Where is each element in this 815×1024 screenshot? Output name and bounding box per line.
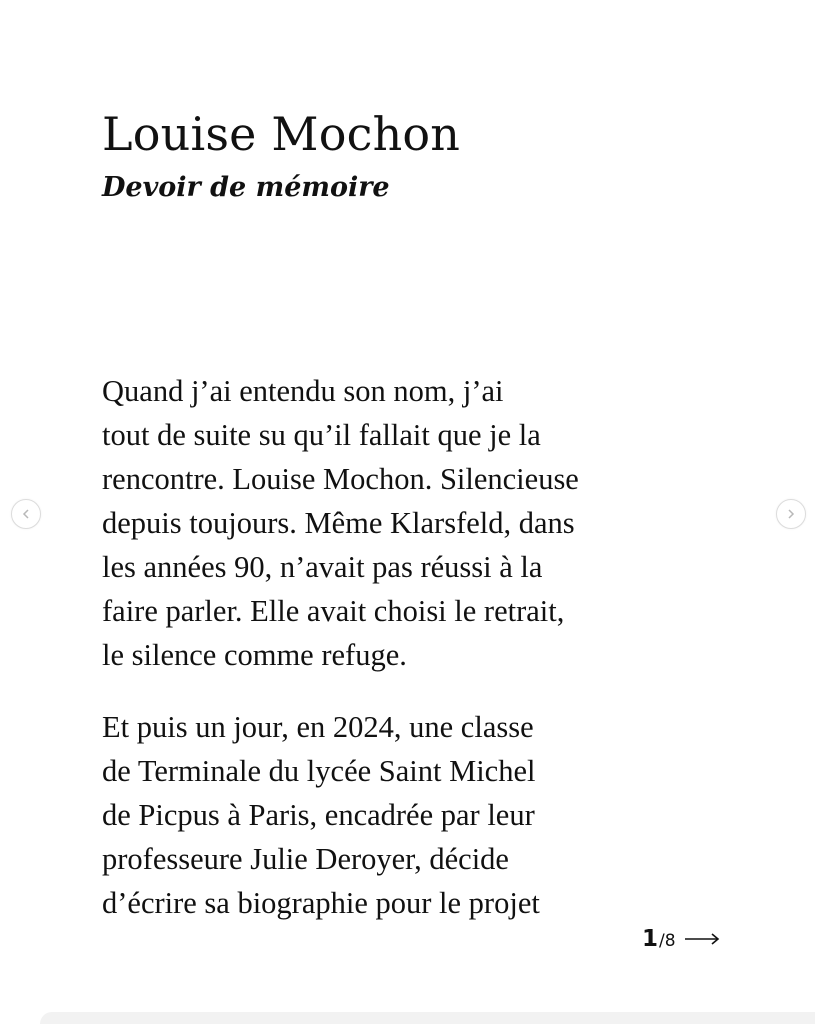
- long-right-arrow-icon: [684, 932, 720, 946]
- page-total: /8: [659, 931, 676, 951]
- paragraph-line: rencontre. Louise Mochon. Silencieuse: [102, 462, 579, 496]
- paragraph-line: depuis toujours. Même Klarsfeld, dans: [102, 506, 575, 540]
- paragraph-line: les années 90, n’avait pas réussi à la: [102, 550, 543, 584]
- paragraph-line: faire parler. Elle avait choisi le retrait,: [102, 594, 565, 628]
- bottom-panel-edge: [40, 1012, 815, 1024]
- paragraph-1: [102, 369, 579, 677]
- chevron-right-icon: [785, 508, 797, 520]
- carousel-next-button[interactable]: [776, 499, 806, 529]
- page-current: 1: [642, 926, 659, 952]
- post-title: Louise Mochon: [102, 107, 461, 161]
- paragraph-line: professeure Julie Deroyer, décide: [102, 842, 509, 876]
- paragraph-line: de Picpus à Paris, encadrée par leur: [102, 798, 535, 832]
- paragraph-line: tout de suite su qu’il fallait que je la: [102, 418, 541, 452]
- page-indicator: [642, 926, 720, 952]
- carousel-prev-button[interactable]: [11, 499, 41, 529]
- post-subtitle: Devoir de mémoire: [102, 172, 390, 203]
- chevron-left-icon: [20, 508, 32, 520]
- paragraph-line: Et puis un jour, en 2024, une classe: [102, 710, 534, 744]
- paragraph-2: [102, 705, 540, 925]
- paragraph-line: le silence comme refuge.: [102, 638, 407, 672]
- paragraph-line: d’écrire sa biographie pour le projet: [102, 886, 540, 920]
- paragraph-line: de Terminale du lycée Saint Michel: [102, 754, 536, 788]
- paragraph-line: Quand j’ai entendu son nom, j’ai: [102, 374, 504, 408]
